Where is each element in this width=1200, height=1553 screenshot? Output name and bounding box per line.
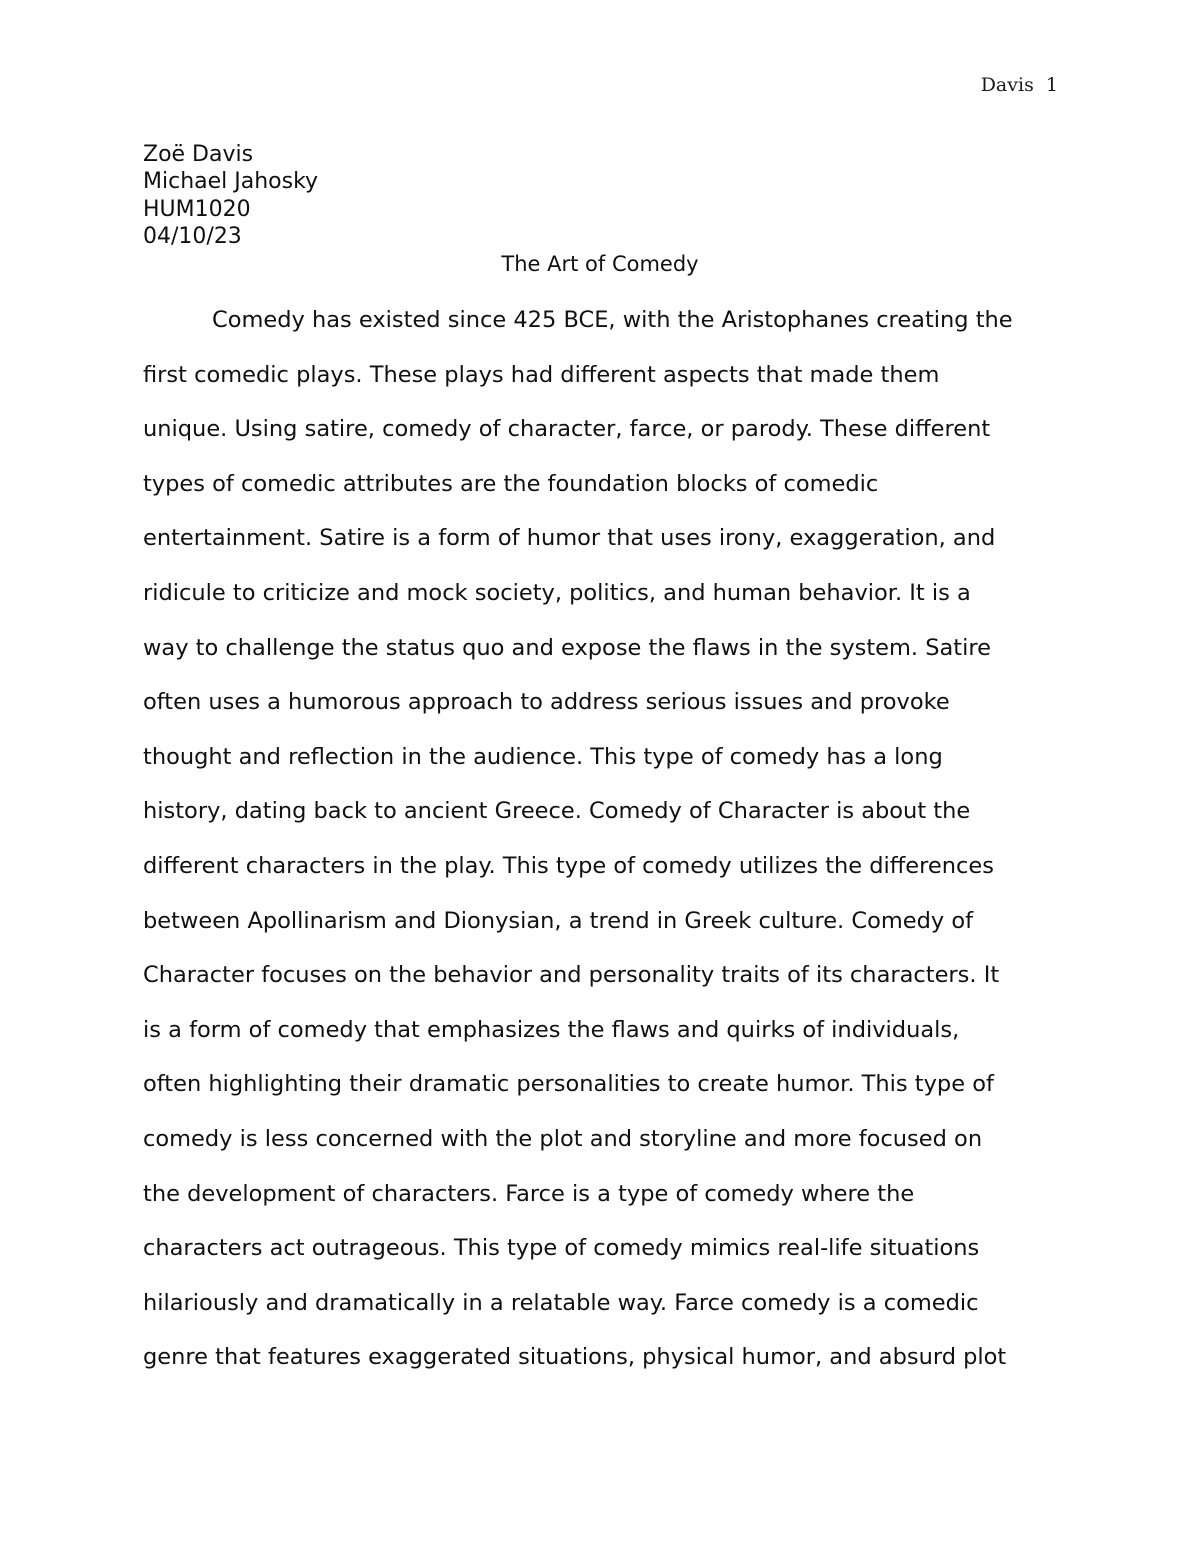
instructor-name: Michael Jahosky bbox=[143, 169, 319, 195]
paragraph-line: comedy is less concerned with the plot and storyline and more focused on bbox=[143, 1125, 983, 1152]
paragraph-line: thought and reflection in the audience. This type of comedy has a long bbox=[143, 743, 943, 770]
submission-date: 04/10/23 bbox=[143, 224, 242, 250]
mla-heading bbox=[143, 141, 318, 251]
paragraph-line: often uses a humorous approach to address serious issues and provoke bbox=[143, 689, 950, 716]
body-paragraph bbox=[143, 305, 1083, 1397]
document-title: The Art of Comedy bbox=[501, 252, 699, 276]
paragraph-line: unique. Using satire, comedy of character, farce, or parody. These different bbox=[143, 416, 991, 443]
paragraph-line: different characters in the play. This type of comedy utilizes the differences bbox=[143, 852, 994, 879]
paragraph-line: entertainment. Satire is a form of humor that uses irony, exaggeration, and bbox=[143, 525, 996, 552]
paragraph-line: Comedy has existed since 425 BCE, with the Aristophanes creating the bbox=[212, 307, 1013, 333]
paragraph-line: types of comedic attributes are the foundation blocks of comedic bbox=[143, 470, 879, 497]
paragraph-line: ridicule to criticize and mock society, politics, and human behavior. It is a bbox=[143, 579, 971, 606]
paragraph-line: is a form of comedy that emphasizes the flaws and quirks of individuals, bbox=[143, 1016, 960, 1043]
paragraph-line: genre that features exaggerated situations, physical humor, and absurd plot bbox=[143, 1344, 1007, 1371]
paragraph-line: characters act outrageous. This type of comedy mimics real-life situations bbox=[143, 1235, 980, 1262]
paragraph-line: often highlighting their dramatic personalities to create humor. This type of bbox=[143, 1071, 994, 1098]
running-header-page-number: Davis 1 bbox=[980, 74, 1058, 96]
paragraph-line: history, dating back to ancient Greece. Comedy of Character is about the bbox=[143, 798, 971, 825]
paragraph-line: hilariously and dramatically in a relatable way. Farce comedy is a comedic bbox=[143, 1289, 979, 1316]
author-name: Zoë Davis bbox=[143, 142, 254, 167]
paragraph-line: the development of characters. Farce is a type of comedy where the bbox=[143, 1180, 915, 1207]
paragraph-line: first comedic plays. These plays had different aspects that made them bbox=[143, 361, 940, 388]
paragraph-line: Character focuses on the behavior and personality traits of its characters. It bbox=[143, 962, 1000, 989]
course-code: HUM1020 bbox=[143, 196, 251, 222]
paragraph-line: between Apollinarism and Dionysian, a trend in Greek culture. Comedy of bbox=[143, 907, 974, 934]
paragraph-line: way to challenge the status quo and expose the flaws in the system. Satire bbox=[143, 634, 991, 661]
